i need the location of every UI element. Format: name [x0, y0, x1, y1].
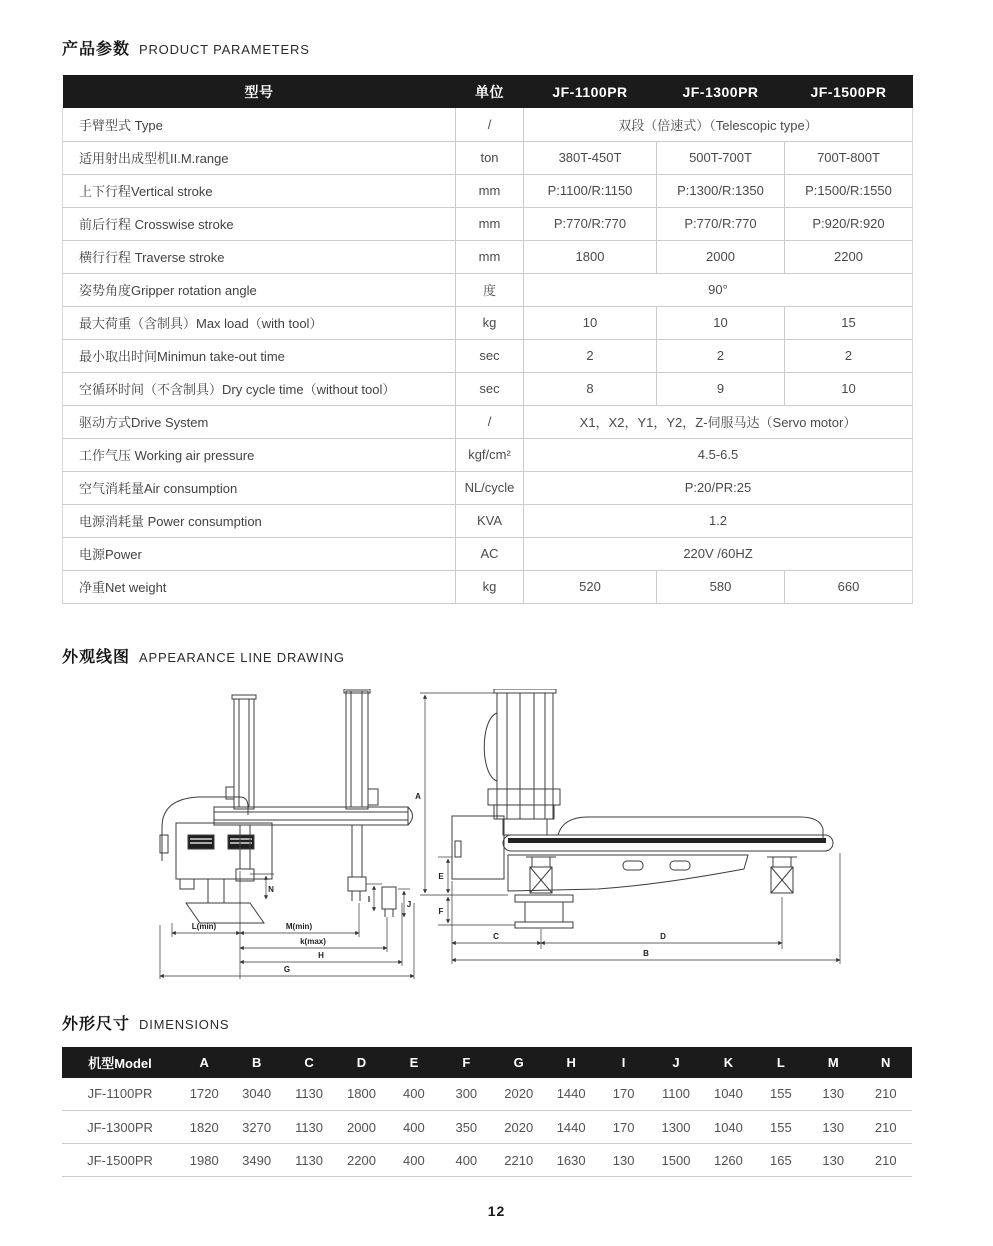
param-value-span: 4.5-6.5 [524, 438, 913, 471]
param-unit: / [456, 108, 524, 141]
param-label: 上下行程Vertical stroke [63, 174, 456, 207]
param-value: 2 [657, 339, 785, 372]
dim-header-j: J [650, 1047, 702, 1078]
param-unit: sec [456, 339, 524, 372]
dim-label-d: D [660, 931, 666, 941]
dim-header-e: E [388, 1047, 440, 1078]
dim-label-mmin: M(min) [285, 921, 313, 931]
param-value-span: P:20/PR:25 [524, 471, 913, 504]
param-value: P:1100/R:1150 [524, 174, 657, 207]
param-row-im-range [63, 141, 913, 174]
dim-cell: 210 [859, 1078, 912, 1111]
drawing-heading [62, 644, 993, 667]
param-label: 前后行程 Crosswise stroke [63, 207, 456, 240]
param-label: 驱动方式Drive System [63, 405, 456, 438]
dim-label-a: A [415, 791, 421, 801]
drawing-heading-zh: 外观线图 [62, 648, 131, 666]
page-number: 12 [487, 1203, 506, 1219]
param-label: 电源Power [63, 537, 456, 570]
param-label: 最大荷重（含制具）Max load（with tool） [63, 306, 456, 339]
param-row-dry-cycle [63, 372, 913, 405]
dim-header-i: I [597, 1047, 649, 1078]
param-header-model-1: JF-1100PR [524, 75, 657, 108]
front-dimension-labels [192, 885, 411, 974]
param-label: 最小取出时间Minimun take-out time [63, 339, 456, 372]
param-label: 工作气压 Working air pressure [63, 438, 456, 471]
dim-cell: 210 [859, 1111, 912, 1144]
param-header-row [63, 75, 913, 108]
dim-cell: JF-1500PR [62, 1144, 178, 1177]
param-row-vertical-stroke [63, 174, 913, 207]
param-header-unit-label: 单位 [456, 75, 524, 108]
dim-label-j: J [406, 899, 412, 909]
param-row-crosswise-stroke [63, 207, 913, 240]
param-value: 660 [785, 570, 913, 603]
dim-row-jf1500pr [62, 1144, 912, 1177]
dim-cell: 1260 [702, 1144, 754, 1177]
dim-cell: 2020 [493, 1078, 545, 1111]
param-row-drive-system [63, 405, 913, 438]
dim-header-b: B [230, 1047, 282, 1078]
dim-cell: 1500 [650, 1144, 702, 1177]
side-dimension-lines [420, 693, 840, 964]
dim-header-l: L [755, 1047, 807, 1078]
dim-header-n: N [859, 1047, 912, 1078]
front-machine-outline [160, 689, 413, 923]
dim-header-a: A [178, 1047, 230, 1078]
param-row-traverse-stroke [63, 240, 913, 273]
param-value: 580 [657, 570, 785, 603]
dim-header-h: H [545, 1047, 597, 1078]
dim-header-g: G [493, 1047, 545, 1078]
dim-cell: 130 [807, 1078, 859, 1111]
dim-header-c: C [283, 1047, 335, 1078]
dim-label-b: B [643, 948, 649, 958]
dim-cell: 400 [388, 1111, 440, 1144]
param-header-model-2: JF-1300PR [657, 75, 785, 108]
dim-cell: 2020 [493, 1111, 545, 1144]
side-machine-outline [452, 689, 833, 928]
param-unit: mm [456, 207, 524, 240]
dim-cell: 1980 [178, 1144, 230, 1177]
param-value: 1800 [524, 240, 657, 273]
dim-label-c: C [493, 931, 499, 941]
dim-cell: 3490 [230, 1144, 282, 1177]
dim-cell: 1720 [178, 1078, 230, 1111]
param-value: P:920/R:920 [785, 207, 913, 240]
param-row-max-load [63, 306, 913, 339]
dim-cell: 155 [755, 1078, 807, 1111]
dim-cell: 1130 [283, 1078, 335, 1111]
dim-cell: 170 [597, 1111, 649, 1144]
dim-header-model: 机型Model [62, 1047, 178, 1078]
drawing-heading-en: APPEARANCE LINE DRAWING [139, 649, 345, 665]
param-value: 2 [524, 339, 657, 372]
dim-cell: 2200 [335, 1144, 387, 1177]
dim-row-jf1100pr [62, 1078, 912, 1111]
param-unit: kg [456, 306, 524, 339]
dim-cell: 400 [388, 1078, 440, 1111]
param-unit: AC [456, 537, 524, 570]
dim-cell: 130 [807, 1144, 859, 1177]
dimensions-heading-en: DIMENSIONS [139, 1016, 230, 1032]
front-view-drawing [152, 689, 422, 981]
param-header-model-label: 型号 [63, 75, 456, 108]
param-value: 520 [524, 570, 657, 603]
param-unit: KVA [456, 504, 524, 537]
param-value: P:1500/R:1550 [785, 174, 913, 207]
param-row-air-consumption [63, 471, 913, 504]
param-unit: mm [456, 240, 524, 273]
dim-cell: 1130 [283, 1111, 335, 1144]
param-row-power-consumption [63, 504, 913, 537]
dim-cell: 1040 [702, 1078, 754, 1111]
param-unit: kgf/cm² [456, 438, 524, 471]
dim-cell: 1630 [545, 1144, 597, 1177]
param-unit: ton [456, 141, 524, 174]
param-value: 10 [785, 372, 913, 405]
param-value: 380T-450T [524, 141, 657, 174]
param-label: 电源消耗量 Power consumption [63, 504, 456, 537]
dim-cell: 2210 [493, 1144, 545, 1177]
param-label: 空循环时间（不含制具）Dry cycle time（without tool） [63, 372, 456, 405]
param-value: 15 [785, 306, 913, 339]
param-header-model-3: JF-1500PR [785, 75, 913, 108]
dim-cell: JF-1300PR [62, 1111, 178, 1144]
dim-cell: 155 [755, 1111, 807, 1144]
dim-cell: 350 [440, 1111, 492, 1144]
param-value-span: 1.2 [524, 504, 913, 537]
dim-cell: 1800 [335, 1078, 387, 1111]
param-row-power [63, 537, 913, 570]
param-value: 700T-800T [785, 141, 913, 174]
param-row-type [63, 108, 913, 141]
dim-cell: 170 [597, 1078, 649, 1111]
dim-label-g: G [283, 964, 291, 974]
param-unit: sec [456, 372, 524, 405]
param-label: 净重Net weight [63, 570, 456, 603]
dim-header-k: K [702, 1047, 754, 1078]
param-value: 10 [524, 306, 657, 339]
param-row-air-pressure [63, 438, 913, 471]
param-value: P:770/R:770 [524, 207, 657, 240]
param-unit: NL/cycle [456, 471, 524, 504]
dim-cell: JF-1100PR [62, 1078, 178, 1111]
side-view-drawing [408, 689, 860, 981]
param-value: 10 [657, 306, 785, 339]
param-value: 2 [785, 339, 913, 372]
dim-cell: 1100 [650, 1078, 702, 1111]
dimensions-table [62, 1047, 912, 1178]
param-value: 2000 [657, 240, 785, 273]
param-value: 9 [657, 372, 785, 405]
param-value: P:1300/R:1350 [657, 174, 785, 207]
param-unit: 度 [456, 273, 524, 306]
dim-cell: 1440 [545, 1078, 597, 1111]
param-unit: / [456, 405, 524, 438]
param-row-takeout-time [63, 339, 913, 372]
param-unit: kg [456, 570, 524, 603]
dim-row-jf1300pr [62, 1111, 912, 1144]
param-row-rotation-angle [63, 273, 913, 306]
dim-header-row [62, 1047, 912, 1078]
dim-cell: 2000 [335, 1111, 387, 1144]
param-label: 适用射出成型机II.M.range [63, 141, 456, 174]
param-label: 空气消耗量Air consumption [63, 471, 456, 504]
appearance-line-drawings [0, 689, 993, 981]
param-value-span: 双段（倍速式）（Telescopic type） [524, 108, 913, 141]
dim-cell: 210 [859, 1144, 912, 1177]
dim-header-m: M [807, 1047, 859, 1078]
dim-cell: 165 [755, 1144, 807, 1177]
param-value: 8 [524, 372, 657, 405]
param-value: 500T-700T [657, 141, 785, 174]
dim-cell: 400 [440, 1144, 492, 1177]
dim-cell: 1300 [650, 1111, 702, 1144]
dim-header-f: F [440, 1047, 492, 1078]
parameters-heading-en: PRODUCT PARAMETERS [139, 42, 310, 57]
dim-label-kmax: k(max) [300, 936, 326, 946]
dim-cell: 130 [807, 1111, 859, 1144]
dim-cell: 130 [597, 1144, 649, 1177]
dim-label-f: F [438, 906, 444, 916]
dim-cell: 1040 [702, 1111, 754, 1144]
param-value-span: X1，X2，Y1，Y2，Z-伺服马达（Servo motor） [524, 405, 913, 438]
dim-label-n: N [268, 884, 274, 894]
dimensions-heading [62, 1011, 993, 1034]
dimensions-heading-zh: 外形尺寸 [62, 1015, 131, 1033]
dim-cell: 300 [440, 1078, 492, 1111]
param-label: 手臂型式 Type [63, 108, 456, 141]
dim-label-i: I [367, 894, 371, 904]
param-label: 横行行程 Traverse stroke [63, 240, 456, 273]
param-value: 2200 [785, 240, 913, 273]
param-value-span: 220V /60HZ [524, 537, 913, 570]
dim-header-d: D [335, 1047, 387, 1078]
dim-label-lmin: L(min) [191, 921, 217, 931]
dim-cell: 1440 [545, 1111, 597, 1144]
dim-label-h: H [318, 950, 324, 960]
param-label: 姿势角度Gripper rotation angle [63, 273, 456, 306]
dim-cell: 3040 [230, 1078, 282, 1111]
dim-cell: 1820 [178, 1111, 230, 1144]
param-unit: mm [456, 174, 524, 207]
parameters-heading-zh: 产品参数 [62, 41, 131, 58]
product-parameters-table [62, 75, 913, 604]
dim-cell: 1130 [283, 1144, 335, 1177]
param-row-net-weight [63, 570, 913, 603]
parameters-heading [62, 0, 993, 59]
param-value-span: 90° [524, 273, 913, 306]
dim-cell: 400 [388, 1144, 440, 1177]
dim-cell: 3270 [230, 1111, 282, 1144]
dim-label-e: E [438, 871, 444, 881]
param-value: P:770/R:770 [657, 207, 785, 240]
